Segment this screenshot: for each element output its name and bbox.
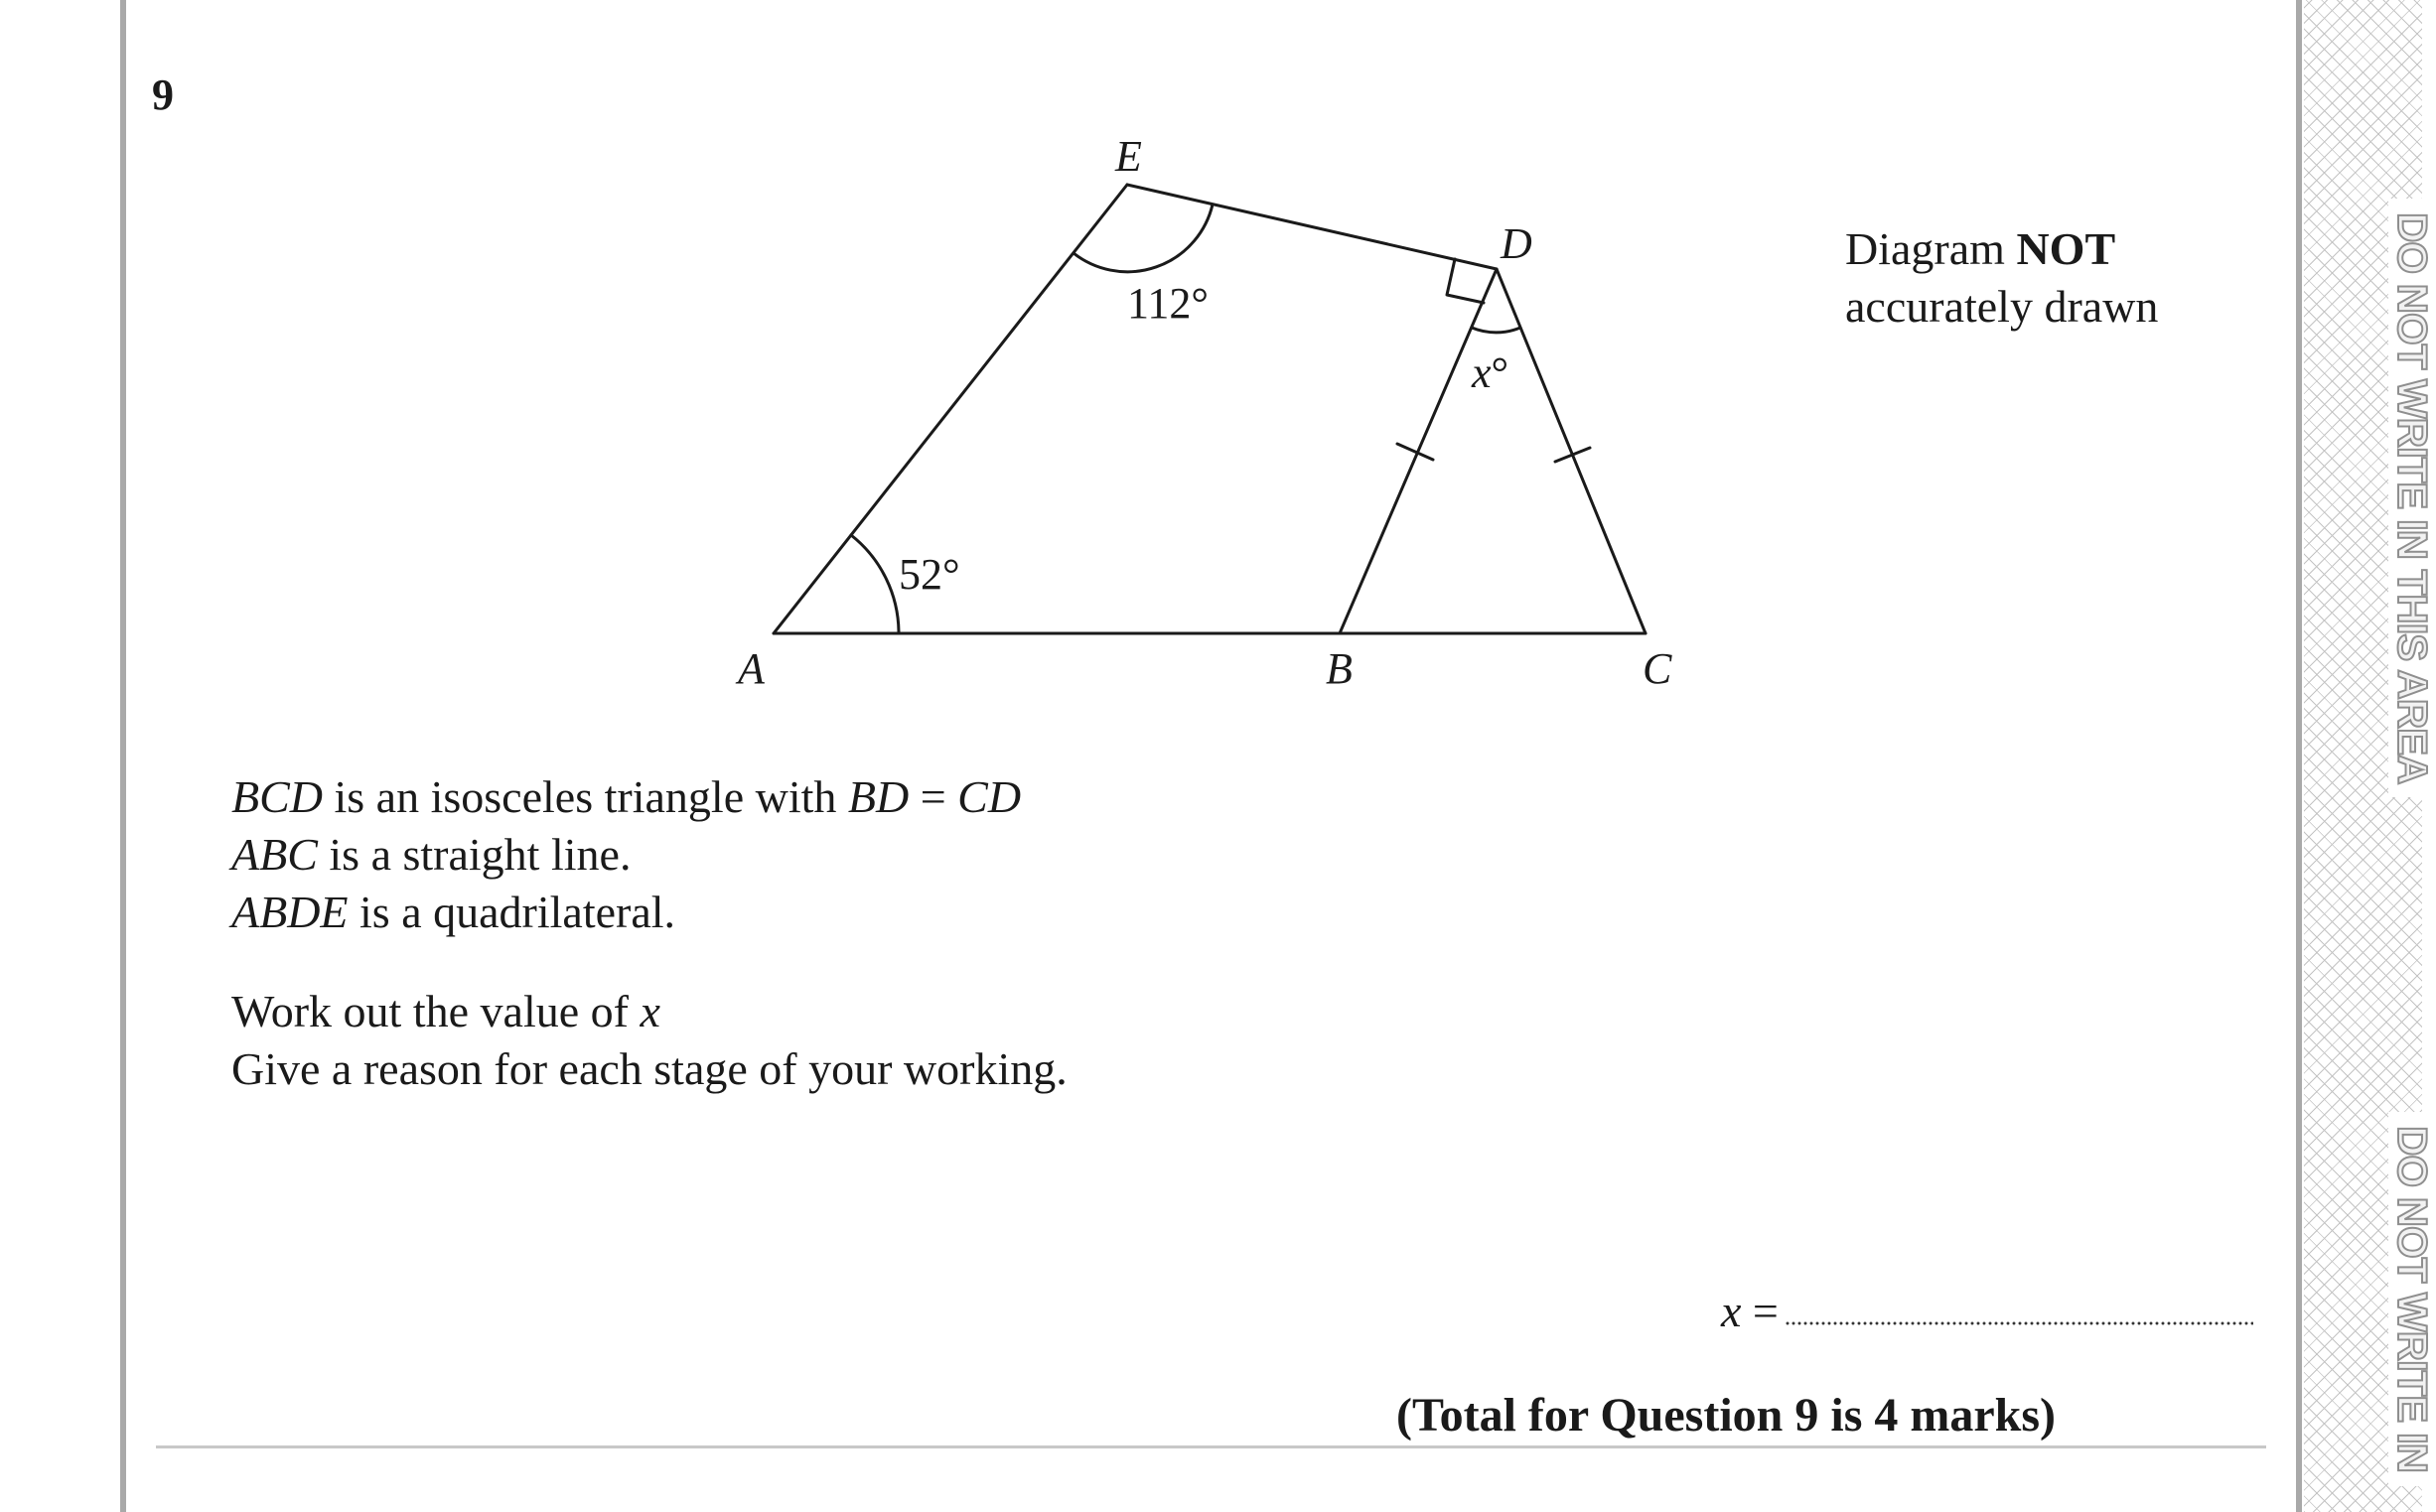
point-label-c: C <box>1643 644 1672 693</box>
diagram-note-suffix: accurately drawn <box>1845 281 2159 332</box>
tick-mark-dc <box>1555 448 1590 462</box>
answer-dotted-line[interactable] <box>1785 1301 2253 1326</box>
answer-variable: x <box>1721 1286 1742 1336</box>
segment-dc <box>1497 269 1646 633</box>
question-divider <box>156 1445 2266 1448</box>
statement-quadrilateral: ABDE is a quadrilateral. <box>231 887 676 937</box>
answer-line: x = <box>1721 1283 2253 1340</box>
angle-arc-e <box>1074 205 1213 272</box>
point-label-a: A <box>738 644 765 693</box>
angle-arc-x <box>1472 328 1520 333</box>
angle-label-x: x° <box>1472 348 1509 397</box>
angle-label-e: 112° <box>1127 279 1209 328</box>
question-number: 9 <box>152 70 174 119</box>
angle-arc-a <box>851 535 899 633</box>
question-total-marks: (Total for Question 9 is 4 marks) <box>1396 1389 2057 1442</box>
point-label-d: D <box>1501 219 1532 268</box>
segment-bd <box>1340 269 1497 633</box>
diagram-note-emphasis: NOT <box>2016 223 2116 274</box>
point-label-e: E <box>1115 132 1142 181</box>
diagram-note-prefix: Diagram <box>1845 223 2017 274</box>
geometry-diagram <box>0 0 2422 755</box>
angle-label-a: 52° <box>899 550 960 599</box>
instruction-work-out: Work out the value of x <box>231 986 660 1036</box>
statement-straight-line: ABC is a straight line. <box>231 829 632 880</box>
segment-ed <box>1127 185 1497 269</box>
statement-isosceles: BCD is an isosceles triangle with BD = CD <box>231 771 1022 822</box>
point-label-b: B <box>1326 644 1353 693</box>
instruction-reason: Give a reason for each stage of your working. <box>231 1043 1068 1094</box>
diagram-note <box>1845 220 2158 336</box>
